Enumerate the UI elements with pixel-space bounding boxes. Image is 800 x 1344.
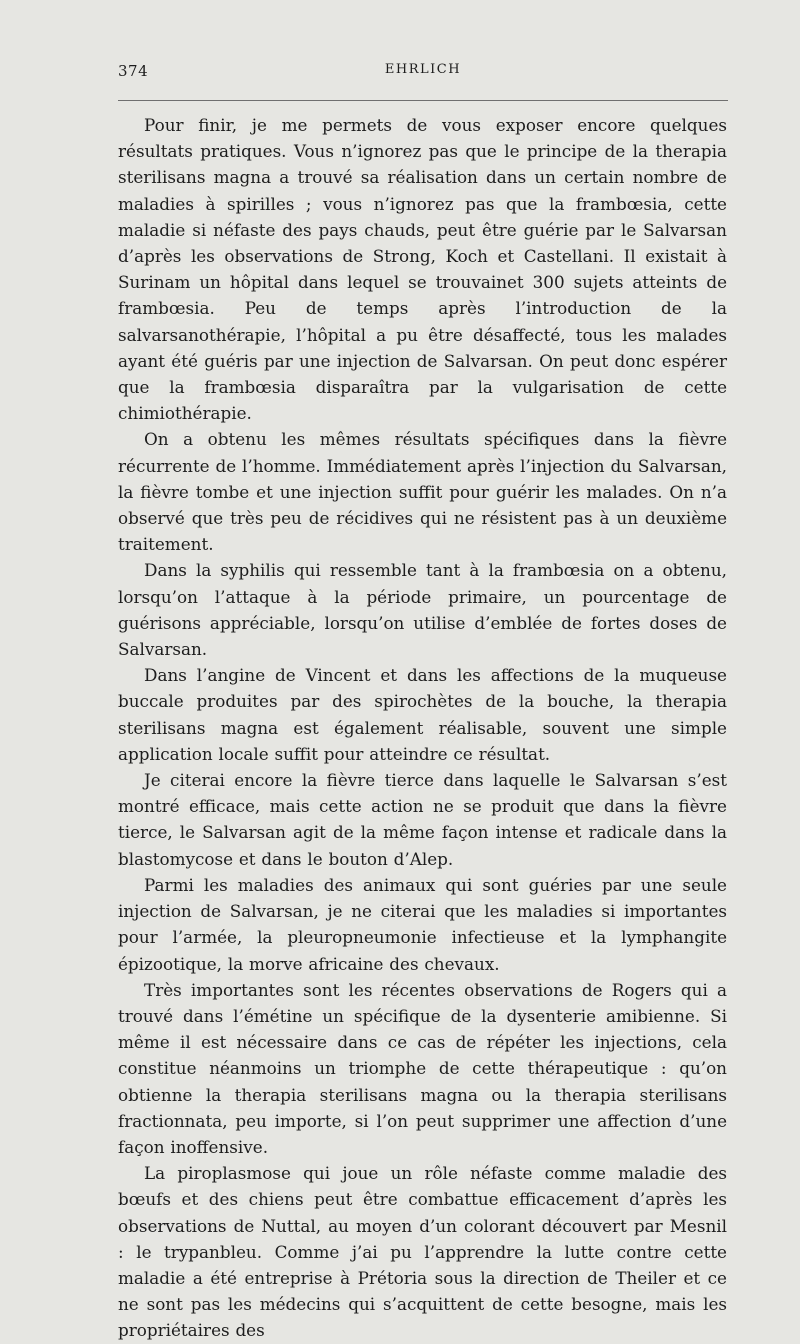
page-number: 374 <box>118 62 149 80</box>
paragraph: Pour finir, je me permets de vous exposer encore quelques résultats pratiques. Vous n’ignorez pas que le principe de la therapia sterilisans magna a trouvé sa réalisation dans un certain nombre de maladies à spirilles ; vous n’ignorez pas que la frambœsia, cette maladie si néfaste des pays chauds, peut être guérie par le Salvarsan d’après les observations de Strong, Koch et Castellani. Il existait à Surinam un hôpital dans lequel se trouvainet 300 sujets atteints de frambœsia. Peu de temps après l’introduction de la salvarsanothérapie, l’hôpital a pu être désaffecté, tous les malades ayant été guéris par une injection de Salvarsan. On peut donc espérer que la frambœsia disparaîtra par la vulgarisation de cette chimiothérapie. <box>118 115 727 424</box>
header-rule <box>118 100 728 101</box>
paragraph: Dans la syphilis qui ressemble tant à la frambœsia on a obtenu, lorsqu’on l’attaque à la période primaire, un pourcentage de guérisons appréciable, lorsqu’on utilise d’emblée de fortes doses de Salvarsan. <box>118 560 727 660</box>
paragraph: Dans l’angine de Vincent et dans les affections de la muqueuse buccale produites par des spirochètes de la bouche, la therapia sterilisans magna est également réalisable, souvent une simple application locale suffit pour atteindre ce résultat. <box>118 665 727 764</box>
paragraph: Parmi les maladies des animaux qui sont guéries par une seule injection de Salvarsan, je ne citerai que les maladies si importantes pour l’armée, la pleuropneumonie infectieuse et la lymphangite épizootique, la morve africaine des chevaux. <box>118 874 727 974</box>
paragraph: On a obtenu les mêmes résultats spécifiques dans la fièvre récurrente de l’homme. Immédiatement après l’injection du Salvarsan, la fièvre tombe et une injection suffit pour guérir les malades. On n’a observé que très peu de récidives qui ne résistent pas à un deuxième traitement. <box>118 429 727 555</box>
paragraph: La piroplasmose qui joue un rôle néfaste comme maladie des bœufs et des chiens peut être combattue efficacement d’après les observations de Nuttal, au moyen d’un colorant découvert par Mesnil : le trypanbleu. Comme j’ai pu l’apprendre la lutte contre cette maladie a été entreprise à Prétoria sous la direction de Theiler et ce ne sont pas les médecins qui s’acquittent de cette besogne, mais les propriétaires des <box>118 1163 727 1341</box>
page-header <box>118 62 728 84</box>
body-text <box>118 112 727 1344</box>
running-head: EHRLICH <box>384 62 462 77</box>
paragraph: Je citerai encore la fièvre tierce dans laquelle le Salvarsan s’est montré efficace, mais cette action ne se produit que dans la fièvre tierce, le Salvarsan agit de la même façon intense et radicale dans la blastomycose et dans le bouton d’Alep. <box>118 770 727 869</box>
paragraph: Très importantes sont les récentes observations de Rogers qui a trouvé dans l’émétine un spécifique de la dysenterie amibienne. Si même il est nécessaire dans ce cas de répéter les injections, cela constitue néanmoins un triomphe de cette thérapeutique : qu’on obtienne la therapia sterilisans magna ou la therapia sterilisans fractionnata, peu importe, si l’on peut supprimer une affection d’une façon inoffensive. <box>118 979 727 1157</box>
